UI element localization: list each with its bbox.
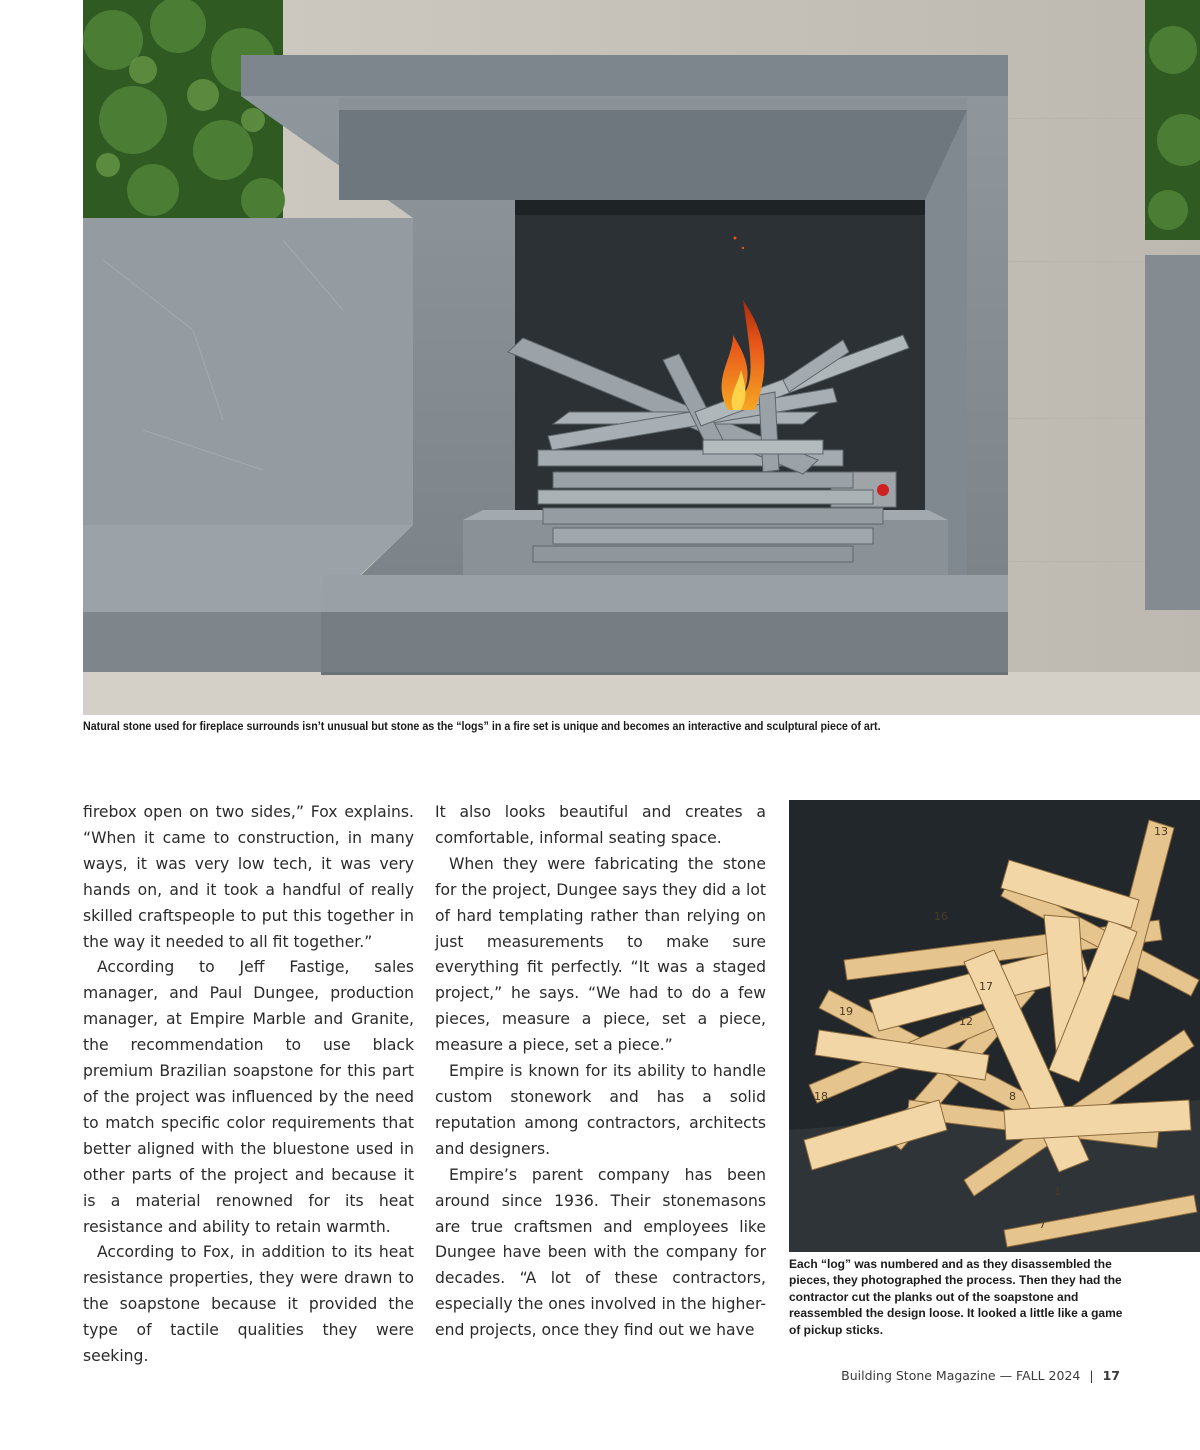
wooden-planks-photo (789, 800, 1200, 1252)
hero-caption: Natural stone used for fireplace surrounds isn’t unusual but stone as the “logs” in a fire set is unique and becomes an interactive and sculptural piece of art. (83, 721, 881, 733)
paragraph: According to Jeff Fastige, sales manager, and Paul Dungee, production manager, at Empire Marble and Granite, the recommendation to use black premium Brazilian soapstone for this part of the project was influenced by the need to match specific color requirements that better aligned with the bluestone used in other parts of the project and because it is a material renowned for its heat resistance and ability to retain warmth. (83, 958, 414, 1236)
photo2-caption: Each “log” was numbered and as they disassembled the pieces, they photographed the process. Then they had the contractor cut the planks out of the soapstone and reassembled the design loose. It looked a little like a game of pickup sticks. (789, 1257, 1123, 1337)
paragraph: It also looks beautiful and creates a comfortable, informal seating space. (435, 803, 766, 847)
article-column-2 (435, 800, 766, 1344)
plank-number: 13 (1154, 825, 1168, 838)
magazine-issue: Building Stone Magazine — FALL 2024 (841, 1368, 1081, 1383)
paragraph: Empire’s parent company has been around since 1936. Their stonemasons are true craftsmen and employees like Dungee have been with the company for decades. “A lot of these contractors, especially the ones involved in the higher-end projects, once they find out we have (435, 1165, 766, 1340)
hero-photo (83, 0, 1200, 715)
paragraph: When they were fabricating the stone for the project, Dungee says they did a lot of hard templating rather than relying on just measurements to make sure everything fit perfectly. “It was a staged project,” he says. “We had to do a few pieces, measure a piece, set a piece, measure a piece, set a piece.” (435, 854, 766, 1055)
plank-number: 18 (814, 1090, 828, 1103)
plank-number: 8 (1009, 1090, 1016, 1103)
paragraph: According to Fox, in addition to its heat resistance properties, they were drawn to the soapstone because it provided the type of tactile qualities they were seeking. (83, 1243, 414, 1366)
page-number: 17 (1102, 1368, 1120, 1383)
page-footer (841, 1368, 1120, 1383)
plank-number: 17 (979, 980, 993, 993)
plank-number: 19 (839, 1005, 853, 1018)
plank-number: 12 (959, 1015, 973, 1028)
paragraph: Empire is known for its ability to handle custom stonework and has a solid reputation among contractors, architects and designers. (435, 1062, 766, 1158)
plank-number: 7 (1039, 1218, 1046, 1231)
footer-separator: | (1089, 1368, 1094, 1383)
plank-number: 1 (1054, 1185, 1061, 1198)
paragraph: firebox open on two sides,” Fox explains. “When it came to construction, in many ways, it was very low tech, it was very hands on, and it took a handful of really skilled craftspeople to put this together in the way it needed to all fit together.” (83, 803, 414, 951)
plank-number: 16 (934, 910, 948, 923)
article-column-1 (83, 800, 414, 1370)
